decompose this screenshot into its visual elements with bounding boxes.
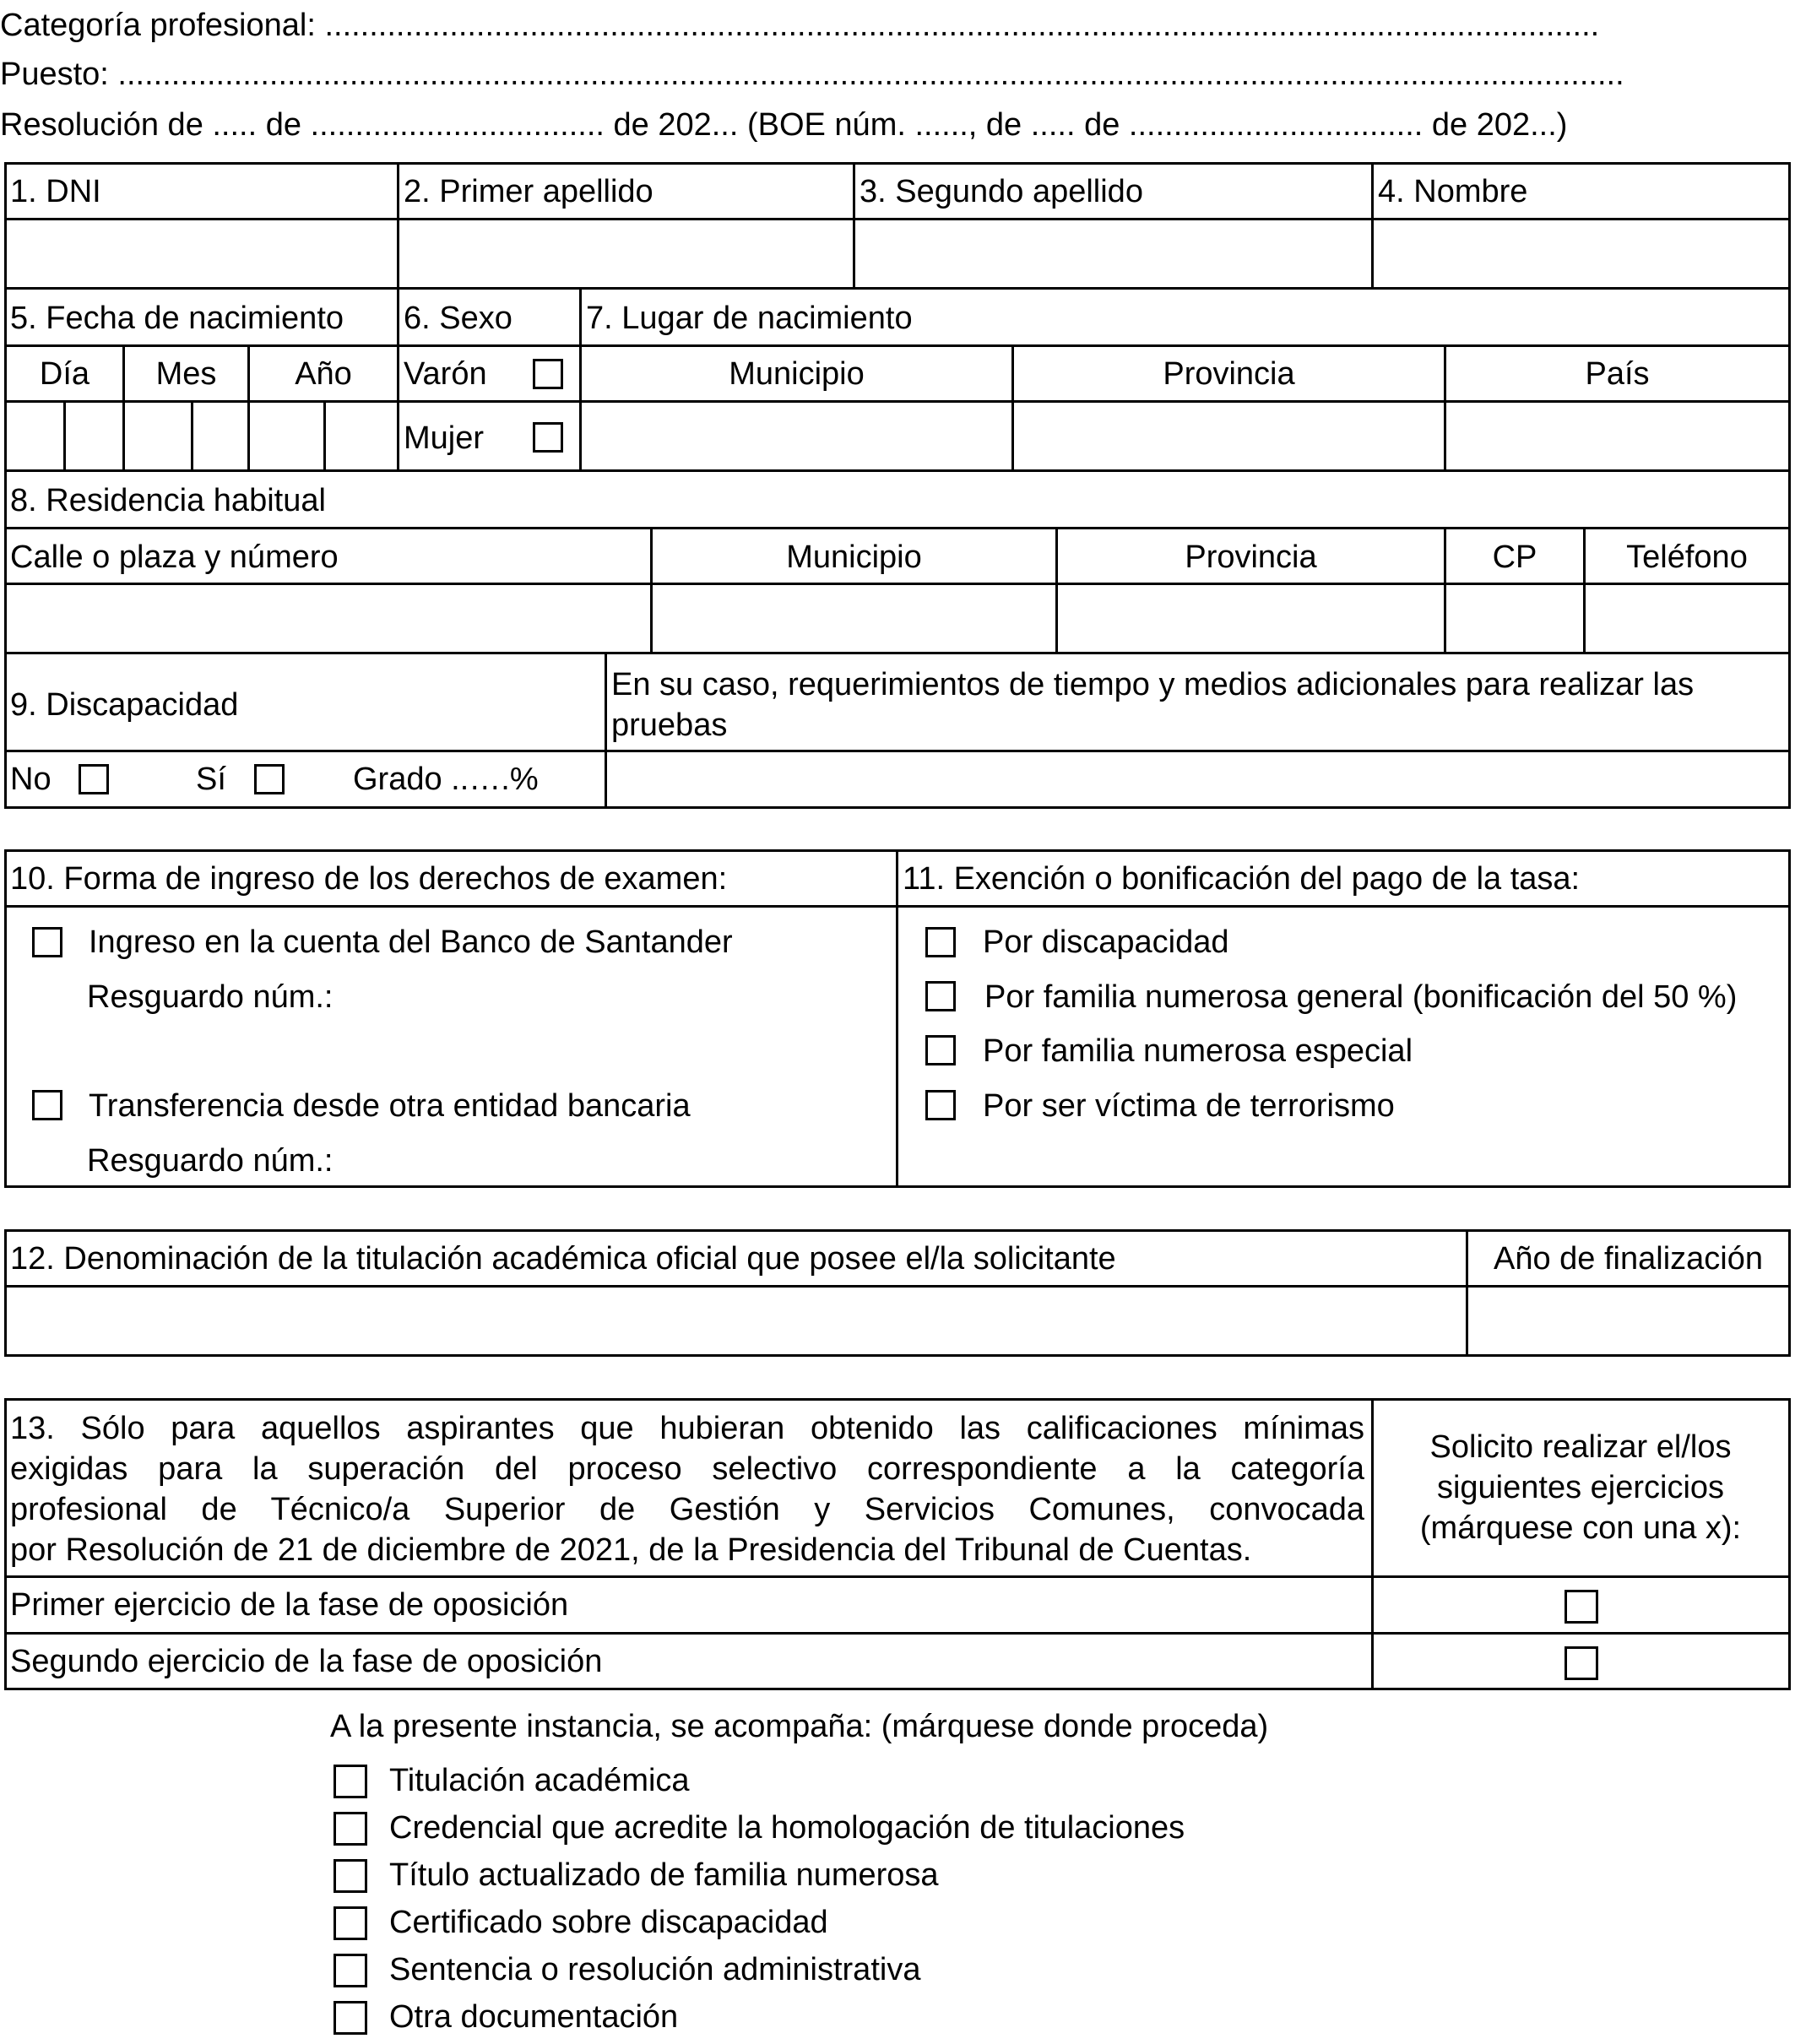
ingreso-banco-label: Ingreso en la cuenta del Banco de Santander — [89, 924, 733, 960]
grado-label: Grado ..….% — [353, 762, 539, 797]
sentencia-checkbox[interactable] — [334, 1954, 367, 1987]
solicito-text: Solicito realizar el/los siguientes ejercicios (márquese con una x): — [1419, 1429, 1742, 1546]
acompana-title: A la presente instancia, se acompaña: (márquese donde proceda) — [330, 1709, 1269, 1744]
primer-apellido-label: 2. Primer apellido — [404, 174, 653, 209]
exencion-discapacidad-checkbox[interactable] — [925, 927, 956, 957]
varon-checkbox[interactable] — [533, 359, 563, 389]
acompana-item: Sentencia o resolución administrativa — [389, 1952, 921, 1987]
lugar-nacimiento-label: 7. Lugar de nacimiento — [586, 301, 913, 336]
categoria-line: Categoría profesional: ............................................................................................................................................... — [0, 8, 1600, 43]
provincia-residencia-label: Provincia — [1185, 539, 1317, 575]
acompana-item: Certificado sobre discapacidad — [389, 1905, 828, 1940]
anio-finalizacion-label: Año de finalización — [1494, 1241, 1763, 1277]
municipio-residencia-label: Municipio — [786, 539, 922, 575]
exencion-familia-especial-checkbox[interactable] — [925, 1035, 956, 1065]
telefono-label: Teléfono — [1626, 539, 1748, 575]
dia-label: Día — [39, 356, 90, 392]
pais-label: País — [1585, 356, 1650, 392]
credencial-checkbox[interactable] — [334, 1812, 367, 1846]
exencion-option: Por ser víctima de terrorismo — [983, 1088, 1395, 1124]
exencion-familia-general-checkbox[interactable] — [925, 981, 956, 1011]
mes-label: Mes — [155, 356, 217, 392]
municipio-nacimiento-label: Municipio — [729, 356, 865, 392]
titulacion-academica-checkbox[interactable] — [334, 1765, 367, 1798]
discapacidad-si-checkbox[interactable] — [254, 764, 285, 794]
cp-label: CP — [1492, 539, 1537, 575]
provincia-nacimiento-label: Provincia — [1163, 356, 1295, 392]
primer-ejercicio-label: Primer ejercicio de la fase de oposición — [10, 1587, 569, 1623]
calle-label: Calle o plaza y número — [10, 539, 339, 575]
transferencia-checkbox[interactable] — [32, 1090, 62, 1120]
titulacion-title: 12. Denominación de la titulación académica oficial que posee el/la solicitante — [10, 1241, 1116, 1277]
acompana-item: Credencial que acredite la homologación de titulaciones — [389, 1810, 1185, 1846]
acompana-item: Titulación académica — [389, 1763, 690, 1798]
certificado-discapacidad-checkbox[interactable] — [334, 1906, 367, 1940]
exencion-option: Por familia numerosa especial — [983, 1033, 1413, 1069]
sexo-label: 6. Sexo — [404, 301, 512, 336]
ejercicios-description: 13. Sólo para aquellos aspirantes que hubieran obtenido las calificaciones mínimas exigidas para la superación del proceso selectivo correspondiente a la categoría profesional de Técnico/a Superior de Gestión y Servicios Comunes, convocada por Resolución de 21 de diciembre de 2021, de la Presidencia del Tribunal de Cuentas. — [10, 1411, 1364, 1568]
fecha-nacimiento-label: 5. Fecha de nacimiento — [10, 301, 344, 336]
requerimientos-text: En su caso, requerimientos de tiempo y medios adicionales para realizar las pruebas — [611, 667, 1695, 743]
exencion-option: Por familia numerosa general (bonificación del 50 %) — [984, 979, 1738, 1015]
discapacidad-si-label: Sí — [196, 762, 226, 797]
resguardo-label-2: Resguardo núm.: — [87, 1143, 334, 1179]
segundo-apellido-label: 3. Segundo apellido — [860, 174, 1143, 209]
puesto-line: Puesto: ......................................................................................................................................................................... — [0, 57, 1624, 92]
exencion-terrorismo-checkbox[interactable] — [925, 1090, 956, 1120]
segundo-ejercicio-checkbox[interactable] — [1565, 1646, 1598, 1680]
anio-label: Año — [295, 356, 352, 392]
pago-title: 10. Forma de ingreso de los derechos de examen: — [10, 861, 728, 897]
residencia-title: 8. Residencia habitual — [10, 483, 326, 518]
mujer-label: Mujer — [404, 420, 485, 456]
exencion-title: 11. Exención o bonificación del pago de la tasa: — [903, 861, 1581, 897]
discapacidad-title: 9. Discapacidad — [10, 687, 239, 723]
acompana-item: Título actualizado de familia numerosa — [389, 1857, 939, 1893]
exencion-option: Por discapacidad — [983, 924, 1229, 960]
ingreso-banco-checkbox[interactable] — [32, 927, 62, 957]
acompana-item: Otra documentación — [389, 1999, 679, 2035]
otra-documentacion-checkbox[interactable] — [334, 2001, 367, 2035]
mujer-checkbox[interactable] — [533, 422, 563, 453]
varon-label: Varón — [404, 356, 487, 392]
transferencia-label: Transferencia desde otra entidad bancaria — [89, 1088, 691, 1124]
resolucion-line: Resolución de ..... de ................................. de 202... (BOE núm. ......, de ..... de ................................. de 202...) — [0, 107, 1568, 143]
segundo-ejercicio-label: Segundo ejercicio de la fase de oposición — [10, 1644, 603, 1679]
discapacidad-no-label: No — [10, 762, 52, 797]
discapacidad-no-checkbox[interactable] — [79, 764, 109, 794]
resguardo-label-1: Resguardo núm.: — [87, 979, 334, 1015]
nombre-label: 4. Nombre — [1378, 174, 1528, 209]
primer-ejercicio-checkbox[interactable] — [1565, 1590, 1598, 1624]
dni-label: 1. DNI — [10, 174, 101, 209]
titulo-familia-checkbox[interactable] — [334, 1859, 367, 1893]
